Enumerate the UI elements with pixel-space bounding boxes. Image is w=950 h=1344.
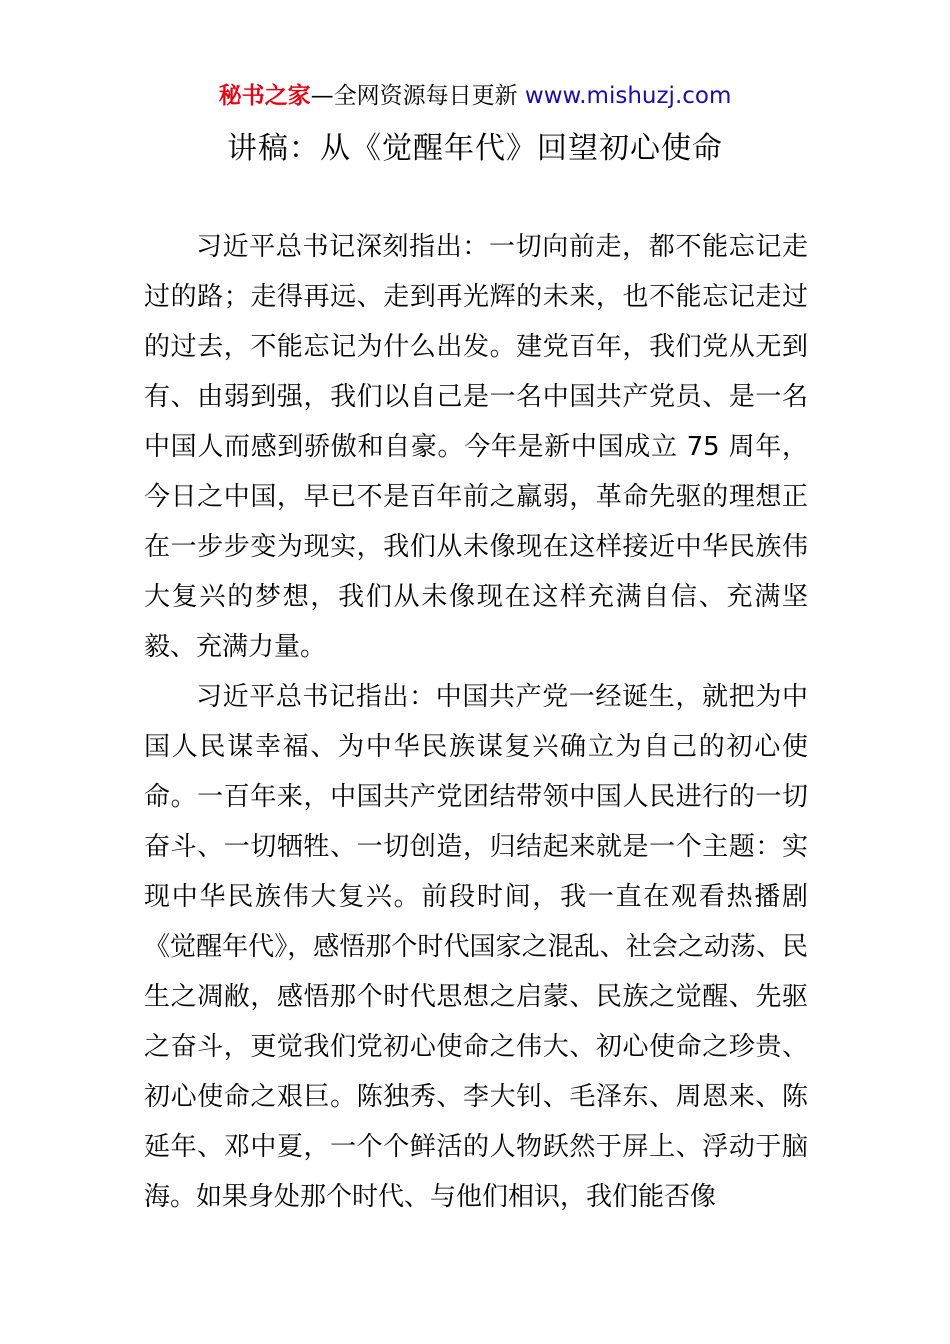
site-tagline: —全网资源每日更新 bbox=[310, 83, 525, 109]
site-brand: 秘书之家 bbox=[218, 83, 311, 109]
paragraph-1: 习近平总书记深刻指出：一切向前走，都不能忘记走过的路；走得再远、走到再光辉的未来，也不能忘记走过的过去，不能忘记为什么出发。建党百年，我们党从无到有、由弱到强，我们以自己是一名中国共产党员、是一名中国人而感到骄傲和自豪。今年是新中国成立 75 周年，今日之中国，早已不是百年前之羸弱，革命先驱的理想正在一步步变为现实，我们从未像现在这样接近中华民族伟大复兴的梦想，我们从未像现在这样充满自信、充满坚毅、充满力量。 bbox=[144, 232, 808, 662]
article-body bbox=[144, 222, 808, 1222]
paragraph-2: 习近平总书记指出：中国共产党一经诞生，就把为中国人民谋幸福、为中华民族谋复兴确立为自己的初心使命。一百年来，中国共产党团结带领中国人民进行的一切奋斗、一切牺牲、一切创造，归结起来就是一个主题：实现中华民族伟大复兴。前段时间，我一直在观看热播剧《觉醒年代》，感悟那个时代国家之混乱、社会之动荡、民生之凋敝，感悟那个时代思想之启蒙、民族之觉醒、先驱之奋斗，更觉我们党初心使命之伟大、初心使命之珍贵、初心使命之艰巨。陈独秀、李大钊、毛泽东、周恩来、陈延年、邓中夏，一个个鲜活的人物跃然于屏上、浮动于脑海。如果身处那个时代、与他们相识，我们能否像 bbox=[144, 682, 808, 1212]
document-title: 讲稿：从《觉醒年代》回望初心使命 bbox=[227, 131, 723, 166]
site-header bbox=[0, 80, 950, 112]
site-url-link[interactable]: www.mishuzj.com bbox=[524, 83, 732, 109]
